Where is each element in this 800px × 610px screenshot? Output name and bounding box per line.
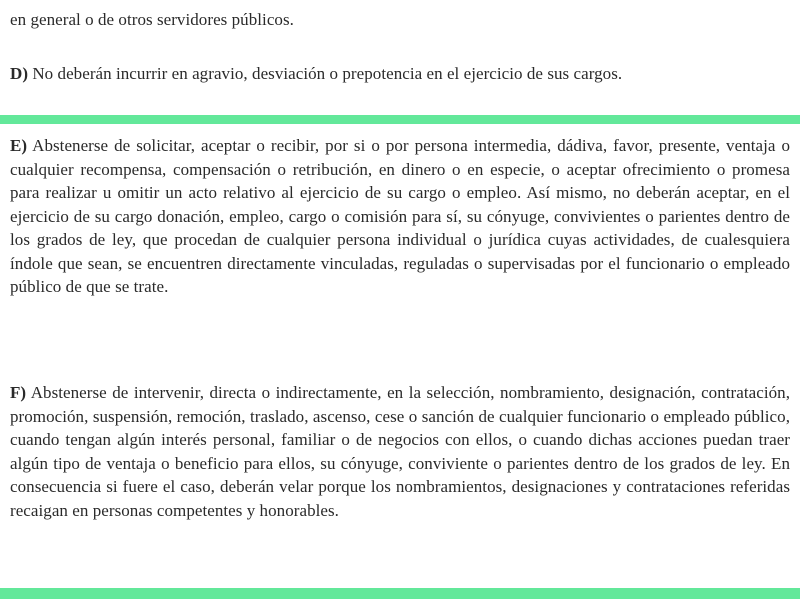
green-separator-top [0, 115, 800, 124]
item-e-paragraph [10, 134, 790, 299]
item-e-text: Abstenerse de solicitar, aceptar o recibir, por si o por persona intermedia, dádiva, favor, presente, ventaja o cualquier recompensa, compensación o retribución, en dinero o en especie, o aceptar ofrecimiento o promesa para realizar u omitir un acto relativo al ejercicio de su cargo o empleo. Así mismo, no deberán aceptar, en el ejercicio de su cargo donación, empleo, cargo o comisión para sí, su cónyuge, convivientes o parientes dentro de los grados de ley, que procedan de cualquier persona individual o jurídica cuyas actividades, de cualesquiera índole que sean, se encuentren directamente vinculadas, reguladas o supervisadas por el funcionario o empleado público de que se trate. [10, 136, 790, 296]
item-d-text: No deberán incurrir en agravio, desviación o prepotencia en el ejercicio de sus cargos. [28, 64, 623, 83]
item-f-letter: F) [10, 383, 27, 402]
item-d-paragraph [10, 62, 790, 86]
intro-tail-text [10, 8, 790, 32]
intro-tail-line: en general o de otros servidores públicos. [10, 10, 294, 29]
item-d-letter: D) [10, 64, 29, 83]
item-f-text: Abstenerse de intervenir, directa o indirectamente, en la selección, nombramiento, designación, contratación, promoción, suspensión, remoción, traslado, ascenso, cese o sanción de cualquier funcionario o empleado público, cuando tengan algún interés personal, familiar o de negocios con ellos, o cuando dichas acciones puedan traer algún tipo de ventaja o beneficio para ellos, su cónyuge, conviviente o parientes dentro de los grados de ley. En consecuencia si fuere el caso, deberán velar porque los nombramientos, designaciones y contrataciones referidas recaigan en personas competentes y honorables. [10, 383, 790, 520]
item-f-paragraph [10, 381, 790, 522]
item-e-letter: E) [10, 136, 28, 155]
green-separator-bottom [0, 588, 800, 599]
